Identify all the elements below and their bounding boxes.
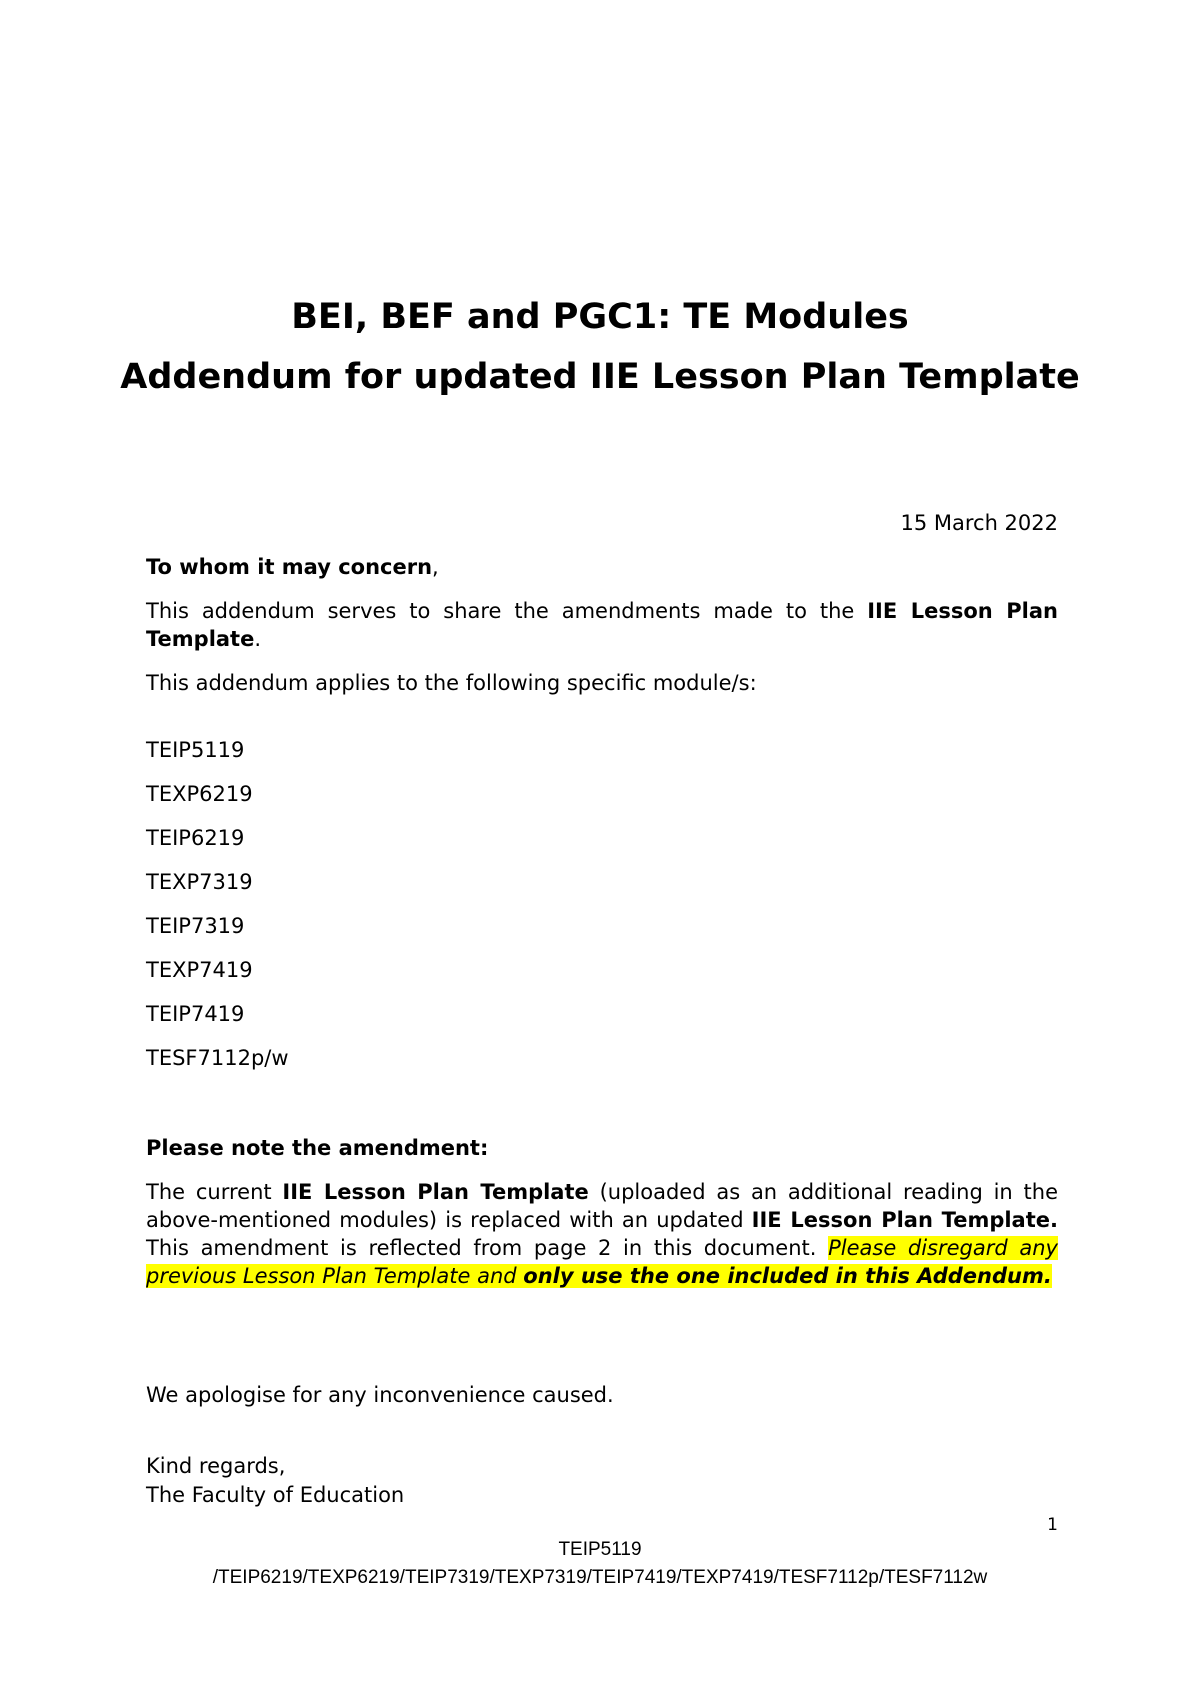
module-item: TEXP6219 bbox=[146, 782, 253, 806]
amendment-highlight-bold-italic: only use the one included in this Addendum. bbox=[523, 1264, 1052, 1288]
intro-text: This addendum serves to share the amendments made to the bbox=[146, 599, 868, 623]
module-item: TESF7112p/w bbox=[146, 1046, 289, 1070]
module-item: TEIP6219 bbox=[146, 826, 245, 850]
intro-template-name: IIE Lesson Plan Template bbox=[146, 599, 1058, 651]
intro-paragraph bbox=[146, 597, 1058, 653]
apology-line: We apologise for any inconvenience caused. bbox=[146, 1383, 614, 1407]
amendment-text-2: (uploaded as an additional reading in the above-mentioned modules) is replaced with an updated bbox=[146, 1180, 1058, 1232]
amendment-text-3: This amendment is reflected from page 2 in this document. bbox=[146, 1236, 829, 1260]
page-number: 1 bbox=[1047, 1515, 1058, 1535]
signature-line: The Faculty of Education bbox=[146, 1483, 405, 1507]
salutation-punct: , bbox=[432, 555, 439, 579]
document-subtitle: Addendum for updated IIE Lesson Plan Template bbox=[120, 357, 1080, 397]
amendment-highlight-italic: Please disregard any previous Lesson Plan Template and bbox=[146, 1236, 1058, 1288]
closing-line: Kind regards, bbox=[146, 1454, 286, 1478]
amendment-template-name-2: IIE Lesson Plan Template. bbox=[751, 1208, 1058, 1232]
module-item: TEIP7419 bbox=[146, 1002, 245, 1026]
amendment-heading: Please note the amendment: bbox=[146, 1136, 489, 1160]
page-footer bbox=[100, 1536, 1100, 1592]
module-list bbox=[146, 736, 289, 1088]
module-item: TEIP7319 bbox=[146, 914, 245, 938]
amendment-text-1: The current bbox=[146, 1180, 283, 1204]
footer-line-2: /TEIP6219/TEXP6219/TEIP7319/TEXP7319/TEIP7419/TEXP7419/TESF7112p/TESF7112w bbox=[212, 1567, 988, 1588]
module-item: TEXP7319 bbox=[146, 870, 253, 894]
footer-line-1: TEIP5119 bbox=[558, 1539, 642, 1560]
intro-end: . bbox=[254, 627, 262, 651]
applies-paragraph: This addendum applies to the following specific module/s: bbox=[146, 671, 757, 695]
document-title: BEI, BEF and PGC1: TE Modules bbox=[291, 297, 909, 337]
letter-date: 15 March 2022 bbox=[900, 511, 1058, 535]
amendment-template-name-1: IIE Lesson Plan Template bbox=[282, 1180, 589, 1204]
module-item: TEXP7419 bbox=[146, 958, 253, 982]
salutation-text: To whom it may concern bbox=[146, 555, 433, 579]
salutation bbox=[146, 553, 1058, 581]
amendment-paragraph bbox=[146, 1178, 1058, 1290]
module-item: TEIP5119 bbox=[146, 738, 245, 762]
